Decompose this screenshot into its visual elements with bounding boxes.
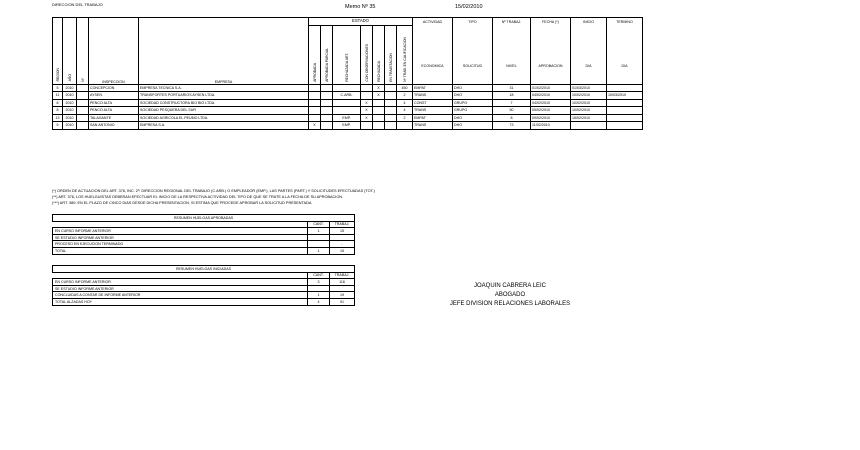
table-cell: 2010 bbox=[63, 107, 77, 115]
table-cell: 5 bbox=[53, 122, 63, 130]
table-cell: X bbox=[361, 99, 373, 107]
table-cell: 7 bbox=[493, 99, 531, 107]
table-cell: EMPAT bbox=[413, 114, 453, 122]
table-cell: 4 bbox=[397, 99, 413, 107]
table-cell: TALAGANTE bbox=[89, 114, 139, 122]
table-cell: 10/02/2010 bbox=[571, 92, 607, 100]
table-cell: SOCIEDAD PESQUERA DEL SUR bbox=[139, 107, 309, 115]
table-cell bbox=[385, 114, 397, 122]
table-cell bbox=[321, 99, 333, 107]
table-cell bbox=[321, 107, 333, 115]
table-cell: X bbox=[373, 84, 385, 92]
col-region: REGION bbox=[53, 18, 63, 85]
table-cell bbox=[77, 84, 89, 92]
table-cell: 01/03/2010 bbox=[571, 84, 607, 92]
summary-cell bbox=[330, 285, 355, 292]
col-date: FECHA (*) APROBACION bbox=[531, 18, 571, 85]
table-cell: 11/02/2010 bbox=[531, 122, 571, 130]
signature-role: ABOGADO bbox=[494, 292, 526, 298]
signature-dept: JEFE DIVISION RELACIONES LABORALES bbox=[449, 301, 571, 307]
table-cell: TRANS bbox=[413, 107, 453, 115]
signature-name: JOAQUIN CABRERA LEIC bbox=[473, 283, 547, 289]
summary-started-cant-header: CANT. bbox=[308, 272, 330, 279]
table-cell bbox=[321, 84, 333, 92]
table-cell: 15/02/2010 bbox=[571, 114, 607, 122]
summary-cell bbox=[308, 241, 330, 248]
table-cell bbox=[309, 107, 321, 115]
summary-cell: 15 bbox=[330, 247, 355, 254]
table-cell: CONST bbox=[413, 99, 453, 107]
table-cell bbox=[373, 122, 385, 130]
summary-started-table bbox=[52, 265, 355, 306]
col-type: TIPO SOLICITUD bbox=[453, 18, 493, 85]
table-cell: EMP. bbox=[333, 114, 361, 122]
table-cell bbox=[571, 122, 607, 130]
note-1: (*) ORDEN DE ACTUACION DEL ART. 376, INC. 2º: DIRECCION REGIONAL DEL TRABAJO (C.ARB.) O EMPLEADOR (EMP.), LAS PARTES (PART.) Y SOLICITUDES EFECTUADAS (TOT.) bbox=[52, 189, 375, 193]
table-cell bbox=[385, 84, 397, 92]
table-cell: 450 bbox=[397, 84, 413, 92]
summary-started-title: RESUMEN HUELGAS INICIADAS bbox=[53, 266, 355, 273]
summary-cell: 1 bbox=[308, 228, 330, 235]
table-cell bbox=[385, 99, 397, 107]
table-cell bbox=[77, 114, 89, 122]
table-cell: 73 bbox=[493, 122, 531, 130]
col-inspection: INSPECCION bbox=[89, 18, 139, 85]
table-cell bbox=[321, 114, 333, 122]
table-cell: 8 bbox=[53, 107, 63, 115]
table-cell bbox=[607, 114, 643, 122]
note-2: (**) ART. 376, LOS HUELGUISTAS DEBERAN EFECTUAR EL INICIO DE LA RESPECTIVA ACTIVIDAD DEL TIPO DE QUE SE TRATE A LA FECHA DE SU APROBACION. bbox=[52, 195, 344, 199]
table-cell bbox=[373, 99, 385, 107]
table-cell: 05/02/2010 bbox=[531, 107, 571, 115]
table-row bbox=[53, 122, 643, 130]
summary-approved-cant-header: CANT. bbox=[308, 221, 330, 228]
table-cell: 10/03/2010 bbox=[607, 92, 643, 100]
table-cell bbox=[333, 99, 361, 107]
table-cell: 2010 bbox=[63, 114, 77, 122]
table-cell: EMPRESA TECNICA S.A. bbox=[139, 84, 309, 92]
summary-cell: 15 bbox=[330, 228, 355, 235]
strikes-table bbox=[52, 17, 643, 130]
table-cell: EMPAT bbox=[413, 84, 453, 92]
table-cell: EMP. bbox=[333, 122, 361, 130]
table-cell: PENCO ALTA bbox=[89, 99, 139, 107]
summary-cell: 3 bbox=[308, 279, 330, 286]
table-cell: 50 bbox=[493, 107, 531, 115]
table-cell: X bbox=[361, 114, 373, 122]
table-cell bbox=[321, 92, 333, 100]
table-cell: 8 bbox=[493, 114, 531, 122]
table-cell bbox=[607, 99, 643, 107]
summary-cell: 91 bbox=[330, 298, 355, 305]
table-cell: 2010 bbox=[63, 99, 77, 107]
summary-cell bbox=[330, 234, 355, 241]
col-end: TERMINO DIA bbox=[607, 18, 643, 85]
summary-row bbox=[53, 247, 355, 254]
summary-cell: EN CURSO INFORME ANTERIOR bbox=[53, 279, 308, 286]
table-cell bbox=[361, 92, 373, 100]
table-cell bbox=[361, 122, 373, 130]
summary-cell: 4 bbox=[308, 298, 330, 305]
summary-row bbox=[53, 292, 355, 299]
table-row bbox=[53, 114, 643, 122]
col-status-group: ESTADO bbox=[309, 18, 413, 26]
table-cell: 10/02/2010 bbox=[571, 107, 607, 115]
col-company: EMPRESA bbox=[139, 18, 309, 85]
table-cell bbox=[309, 92, 321, 100]
table-cell: DHO bbox=[453, 122, 493, 130]
table-cell: 09/02/2010 bbox=[531, 114, 571, 122]
table-cell: CONCEPCION bbox=[89, 84, 139, 92]
table-cell bbox=[309, 84, 321, 92]
summary-approved-title: RESUMEN HUELGAS APROBADAS bbox=[53, 215, 355, 222]
summary-cell: - bbox=[330, 241, 355, 248]
table-cell bbox=[77, 107, 89, 115]
summary-cell: EN CURSO INFORME ANTERIOR bbox=[53, 228, 308, 235]
table-cell: 01/02/2010 bbox=[531, 84, 571, 92]
col-workers: Nº TRABAJ. NIVEL bbox=[493, 18, 531, 85]
table-row bbox=[53, 92, 643, 100]
summary-cell: SE ESTUDIO INFORME ANTERIOR bbox=[53, 285, 308, 292]
col-approved-partial: APROBADA PARCIAL bbox=[321, 25, 333, 84]
table-cell: 31 bbox=[493, 84, 531, 92]
summary-started-trab-header: TRABAJ. bbox=[330, 272, 355, 279]
table-cell: AYSEN bbox=[89, 92, 139, 100]
summary-cell bbox=[308, 234, 330, 241]
table-cell: 18 bbox=[493, 92, 531, 100]
col-rejected-article: RECHAZADA ART. bbox=[333, 25, 361, 84]
table-cell bbox=[361, 84, 373, 92]
table-row bbox=[53, 107, 643, 115]
table-cell bbox=[607, 122, 643, 130]
table-cell bbox=[333, 107, 361, 115]
table-cell: 2010 bbox=[63, 92, 77, 100]
table-cell: 2010 bbox=[63, 84, 77, 92]
table-cell: C.ARB. bbox=[333, 92, 361, 100]
org-label: DIRECCION DEL TRABAJO bbox=[52, 2, 103, 7]
table-row bbox=[53, 99, 643, 107]
memo-date: 15/02/2010 bbox=[455, 4, 483, 10]
table-cell bbox=[373, 114, 385, 122]
summary-row bbox=[53, 298, 355, 305]
table-cell bbox=[385, 107, 397, 115]
table-cell bbox=[607, 107, 643, 115]
summary-cell: SE ESTUDIO INFORME ANTERIOR bbox=[53, 234, 308, 241]
table-cell: DHO bbox=[453, 92, 493, 100]
table-cell: 2 bbox=[397, 114, 413, 122]
summary-cell: TOTAL ALZADAS HOY bbox=[53, 298, 308, 305]
summary-cell: 1 bbox=[308, 292, 330, 299]
table-cell bbox=[607, 84, 643, 92]
table-cell: X bbox=[373, 92, 385, 100]
table-cell: SAN ANTONIO bbox=[89, 122, 139, 130]
col-approved: APROBADA bbox=[309, 25, 321, 84]
table-cell: DHO bbox=[453, 84, 493, 92]
table-cell bbox=[373, 107, 385, 115]
col-processing: EN TRAMITACION bbox=[385, 25, 397, 84]
summary-cell bbox=[308, 285, 330, 292]
table-cell: 4 bbox=[397, 107, 413, 115]
summary-cell: 19 bbox=[330, 292, 355, 299]
table-cell bbox=[385, 122, 397, 130]
table-cell: X bbox=[309, 122, 321, 130]
table-cell: 04/02/2010 bbox=[531, 99, 571, 107]
table-cell: 04/02/2010 bbox=[531, 92, 571, 100]
summary-approved-table bbox=[52, 214, 355, 255]
table-cell bbox=[385, 92, 397, 100]
table-cell: X bbox=[361, 107, 373, 115]
table-cell bbox=[77, 99, 89, 107]
table-cell: 2010 bbox=[63, 122, 77, 130]
table-cell: PENCO ALTA bbox=[89, 107, 139, 115]
table-cell: TRANSPORTES PORTUARIOS AYSEN LTDA. bbox=[139, 92, 309, 100]
col-rejected: RECHAZADA bbox=[373, 25, 385, 84]
table-cell: EMPRESA S.A. bbox=[139, 122, 309, 130]
table-cell: 11 bbox=[53, 92, 63, 100]
summary-row bbox=[53, 241, 355, 248]
table-cell: TRANS bbox=[413, 92, 453, 100]
memo-number: Memo Nº 35 bbox=[345, 4, 376, 10]
summary-cell: 116 bbox=[330, 279, 355, 286]
table-cell: SOCIEDAD CONSTRUCTORA BIO BIO LTDA. bbox=[139, 99, 309, 107]
note-3: (***) ART. 380: EN EL PLAZO DE CINCO DIAS DESDE DICHA PRESENTACION, SI ESTIMA QUE PROCEDE APROBAR LA SOLICITUD PRESENTADA. bbox=[52, 201, 313, 205]
table-cell: GRUPO bbox=[453, 99, 493, 107]
summary-cell: CONCLUIDAS A CONTAR DE INFORME ANTERIOR bbox=[53, 292, 308, 299]
summary-cell: 1 bbox=[308, 247, 330, 254]
table-cell: 2 bbox=[397, 92, 413, 100]
table-cell bbox=[397, 122, 413, 130]
table-cell bbox=[77, 92, 89, 100]
col-year: AÑO bbox=[63, 18, 77, 85]
table-cell: 8 bbox=[53, 99, 63, 107]
table-cell: GRUPO bbox=[453, 107, 493, 115]
summary-cell: PROCESO EN EJECUCION TERMINADO bbox=[53, 241, 308, 248]
table-cell: 10/02/2010 bbox=[571, 99, 607, 107]
col-activity: ACTIVIDAD ECONOMICA bbox=[413, 18, 453, 85]
table-cell bbox=[321, 122, 333, 130]
table-cell bbox=[77, 122, 89, 130]
col-number: Nº bbox=[77, 18, 89, 85]
table-cell: 5 bbox=[53, 84, 63, 92]
summary-row bbox=[53, 234, 355, 241]
summary-row bbox=[53, 285, 355, 292]
table-cell: 13 bbox=[53, 114, 63, 122]
table-cell bbox=[333, 84, 361, 92]
summary-cell: TOTAL bbox=[53, 247, 308, 254]
table-cell: SOCIEDAD AGRICOLA EL PEUMO LTDA. bbox=[139, 114, 309, 122]
col-start: INICIO DIA bbox=[571, 18, 607, 85]
summary-row bbox=[53, 228, 355, 235]
table-cell bbox=[309, 99, 321, 107]
summary-row bbox=[53, 279, 355, 286]
table-row bbox=[53, 84, 643, 92]
table-cell: DHO bbox=[453, 114, 493, 122]
col-with-observations: CON OBSERVACIONES bbox=[361, 25, 373, 84]
table-cell: TRANS bbox=[413, 122, 453, 130]
summary-approved-trab-header: TRABAJ. bbox=[330, 221, 355, 228]
table-cell bbox=[309, 114, 321, 122]
col-workers-count: Nº TRAB. EN CALIFICACION bbox=[397, 25, 413, 84]
